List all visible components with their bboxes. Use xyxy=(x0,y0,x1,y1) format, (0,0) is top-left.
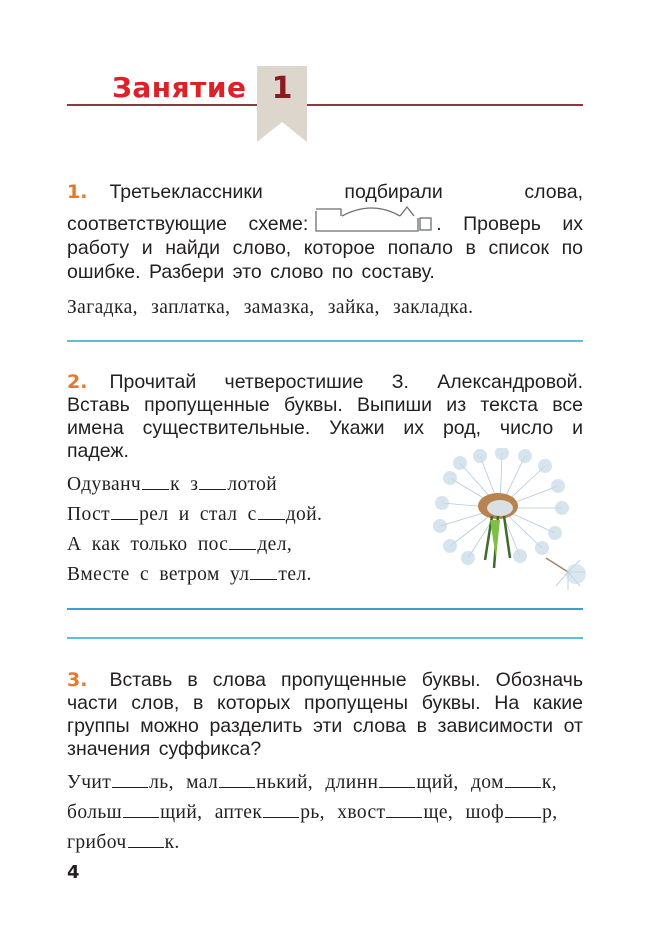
task-1-text-part2: . Проверь их работу и найди слово, которое попало в список по ошибке. Разбери это слово по составу. xyxy=(67,213,583,283)
poem-line: А как только пос дел, xyxy=(67,534,293,555)
word-structure-scheme-icon xyxy=(314,204,434,234)
blank-field[interactable] xyxy=(505,773,541,788)
task-number: 3. xyxy=(67,669,88,691)
task-1-instruction xyxy=(67,180,583,284)
blank-field[interactable] xyxy=(128,833,164,848)
header-rule-right xyxy=(307,104,583,106)
word-line: больш щий, аптек рь, хвост ще, шоф р, xyxy=(67,802,558,823)
task-3 xyxy=(67,669,583,858)
blank-field[interactable] xyxy=(219,773,255,788)
answer-line[interactable] xyxy=(67,340,583,342)
word-line: грибоч к. xyxy=(67,832,180,853)
task-1-text-part1: Третьеклассники подбирали слова, соответствующие схеме: xyxy=(67,181,583,235)
blank-field[interactable] xyxy=(258,505,285,520)
answer-line[interactable] xyxy=(67,637,583,639)
dandelion-image xyxy=(430,448,590,598)
task-1-word-list: Загадка, заплатка, замазка, зайка, закладка. xyxy=(67,297,474,318)
task-2-text: Прочитай четверостишие З. Александровой. Вставь пропущенные буквы. Выпиши из текста все имена существительные. Укажи их род, число и падеж. xyxy=(67,371,583,462)
blank-field[interactable] xyxy=(263,803,299,818)
word-line: Учит ль, мал нький, длинн щий, дом к, xyxy=(67,772,557,793)
poem-line: Одуванч к з лотой xyxy=(67,474,278,495)
task-3-instruction xyxy=(67,669,583,761)
blank-field[interactable] xyxy=(386,803,422,818)
task-3-word-list xyxy=(67,768,583,858)
blank-field[interactable] xyxy=(250,565,277,580)
blank-field[interactable] xyxy=(142,475,169,490)
task-1 xyxy=(67,180,583,323)
page-number: 4 xyxy=(67,862,80,883)
blank-field[interactable] xyxy=(229,535,256,550)
blank-field[interactable] xyxy=(111,505,138,520)
blank-field[interactable] xyxy=(112,773,148,788)
blank-field[interactable] xyxy=(199,475,226,490)
answer-line[interactable] xyxy=(67,608,583,610)
task-number: 1. xyxy=(67,181,88,203)
lesson-number: 1 xyxy=(271,71,293,106)
poem-line: Пост рел и стал с дой. xyxy=(67,504,323,525)
blank-field[interactable] xyxy=(379,773,415,788)
task-3-text: Вставь в слова пропущенные буквы. Обозначь части слов, в которых пропущены буквы. На какие группы можно разделить эти слова в зависимости от значения суффикса? xyxy=(67,669,583,760)
bookmark-ribbon-icon xyxy=(257,66,307,142)
blank-field[interactable] xyxy=(505,803,541,818)
poem-line: Вместе с ветром ул тел. xyxy=(67,564,312,585)
blank-field[interactable] xyxy=(123,803,159,818)
lesson-title: Занятие xyxy=(112,71,247,104)
task-number: 2. xyxy=(67,371,88,393)
